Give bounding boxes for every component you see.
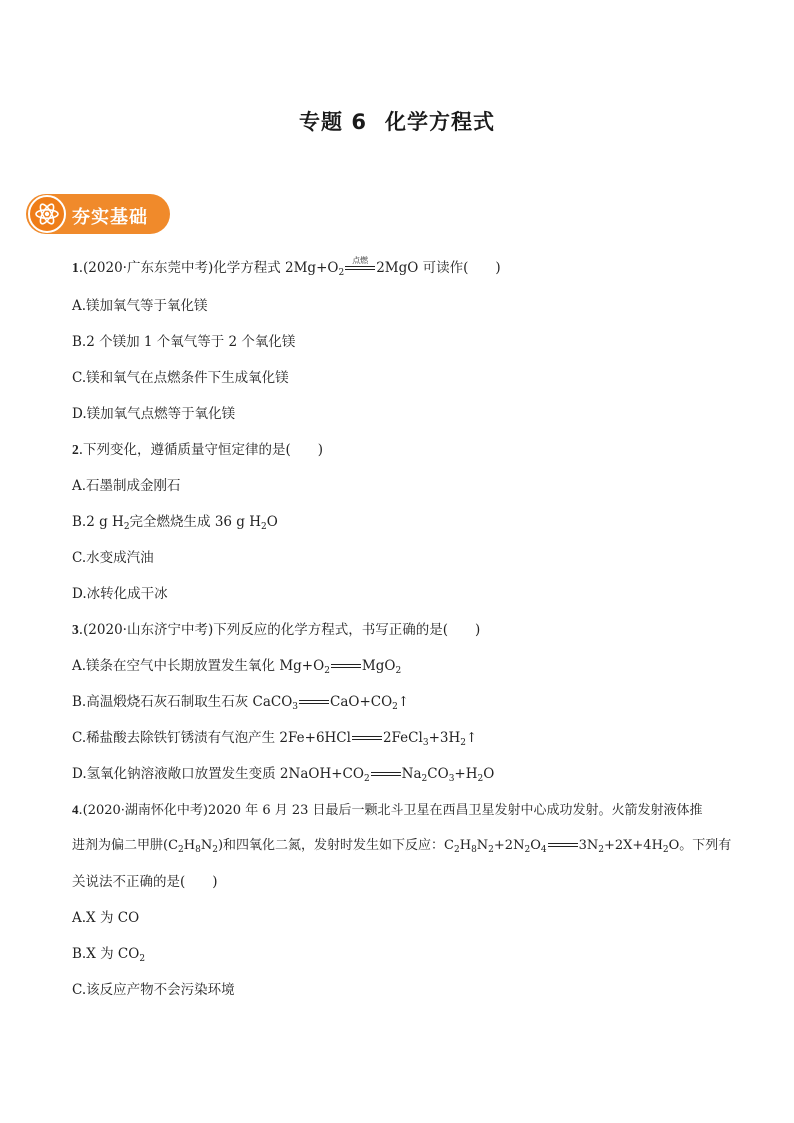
question-2-stem: 2.下列变化，遵循质量守恒定律的是( ) (72, 442, 324, 458)
option-d: D.镁加氧气点燃等于氧化镁 (72, 406, 236, 422)
question-number: 1 (72, 260, 79, 275)
option-a: A.X 为 CO (72, 910, 140, 926)
title-prefix: 专题 6 (299, 110, 367, 134)
equals-sign: 点燃 (345, 264, 375, 274)
option-b: B.2 g $H_2$完全燃烧生成 36 g $H_2O$ (72, 514, 278, 532)
question-4-stem-line2: 进剂为偏二甲肼$(C_2H_8N_2)$和四氧化二氮，发射时发生如下反应：$C_2H_8N_2+2N_2O_4$ $3N_2+2X+4H_2O$。下列有 (72, 838, 732, 855)
option-b: B.2 个镁加 1 个氧气等于 2 个氧化镁 (72, 334, 296, 350)
question-number: 3 (72, 622, 79, 637)
option-c: C.水变成汽油 (72, 550, 154, 566)
question-number: 2 (72, 442, 79, 457)
section-banner (26, 194, 170, 234)
equals-sign (331, 662, 361, 672)
option-d: D.冰转化成干冰 (72, 586, 168, 602)
option-a: A.镁条在空气中长期放置发生氧化 $Mg+O_2$ MgO$_2$ (72, 658, 402, 676)
page-title (0, 106, 794, 136)
section-label: 夯实基础 (72, 207, 148, 228)
question-3-stem: 3.(2020·山东济宁中考)下列反应的化学方程式，书写正确的是( ) (72, 622, 481, 638)
equals-sign (299, 698, 329, 708)
question-4-stem-line3: 关说法不正确的是( ) (72, 874, 218, 890)
option-b: B.X 为 $CO_2$ (72, 946, 146, 964)
option-c: C.该反应产物不会污染环境 (72, 982, 235, 998)
option-b: B.高温煅烧石灰石制取生石灰 CaCO$_3$ $CaO+CO_2↑$ (72, 694, 410, 712)
option-c: C.稀盐酸去除铁钉锈渍有气泡产生 2Fe+6HCl $2FeCl_3+3H_2↑$ (72, 730, 478, 748)
equals-sign (371, 770, 401, 780)
question-1-stem: 1.(2020·广东东莞中考)化学方程式 $2Mg+O_2$ 点燃 2MgO 可读作( ) (72, 255, 501, 278)
question-number: 4 (72, 802, 79, 817)
equals-sign (548, 841, 578, 851)
option-a: A.镁加氧气等于氧化镁 (72, 298, 208, 314)
equals-sign (352, 734, 382, 744)
question-4-stem: 4.(2020·湖南怀化中考)2020 年 6 月 23 日最后一颗北斗卫星在西昌卫星发射中心成功发射。火箭发射液体推 (72, 802, 703, 818)
title-main: 化学方程式 (384, 110, 495, 134)
atom-icon (28, 195, 66, 233)
option-c: C.镁和氧气在点燃条件下生成氧化镁 (72, 370, 289, 386)
option-d: D.氢氧化钠溶液敞口放置发生变质 $2NaOH+CO_2$ $Na_2CO_3+H_2O$ (72, 766, 495, 784)
option-a: A.石墨制成金刚石 (72, 478, 181, 494)
